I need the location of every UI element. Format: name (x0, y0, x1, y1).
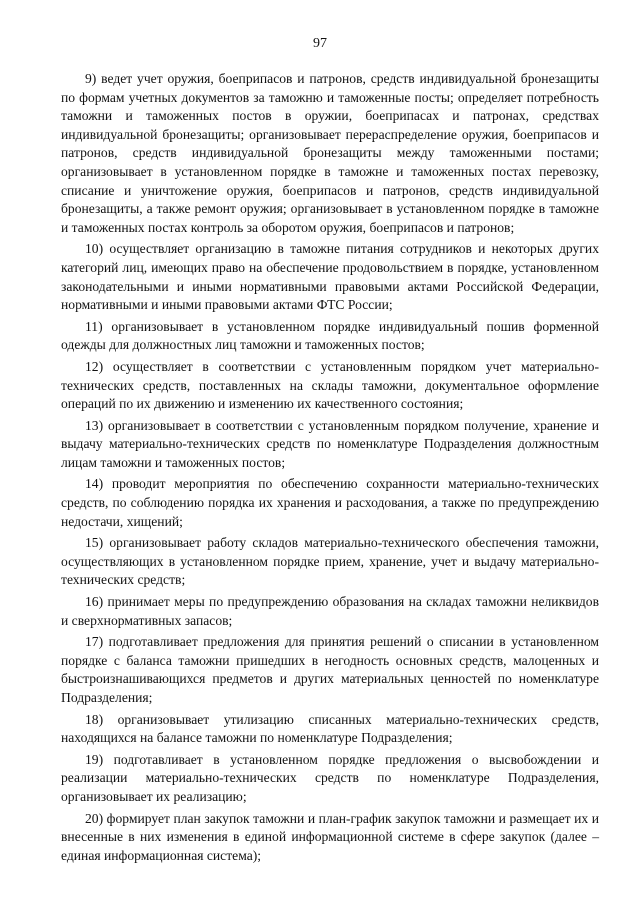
list-item-9: 9) ведет учет оружия, боеприпасов и патронов, средств индивидуальной бронезащиты по формам учетных документов за таможню и таможенные посты; определяет потребность таможни и таможенных постов в оружии, боеприпасах и патронах, средствах индивидуальной бронезащиты; организовывает перераспределение оружия, боеприпасов и патронов, средств индивидуальной бронезащиты между таможенными постами; организовывает в установленном порядке в таможне и таможенных постах перевозку, списание и уничтожение оружия, боеприпасов и патронов, средств индивидуальной бронезащиты, а также ремонт оружия; организовывает в установленном порядке в таможне и таможенных постах контроль за оборотом оружия, боеприпасов и патронов; (61, 71, 599, 235)
list-item-11: 11) организовывает в установленном порядке индивидуальный пошив форменной одежды для должностных лиц таможни и таможенных постов; (61, 318, 599, 353)
list-item-16: 16) принимает меры по предупреждению образования на складах таможни неликвидов и сверхнормативных запасов; (61, 594, 599, 628)
document-body (61, 70, 599, 868)
list-item-17: 17) подготавливает предложения для принятия решений о списании в установленном порядке с баланса таможни пришедших в негодность основных средств, малоценных и быстроизнашивающихся предметов и других материальных ценностей по номенклатуре Подразделения; (61, 634, 599, 705)
list-item-18: 18) организовывает утилизацию списанных материально-технических средств, находящихся на балансе таможни по номенклатуре Подразделения; (61, 711, 599, 746)
list-item-10: 10) осуществляет организацию в таможне питания сотрудников и некоторых других категорий лиц, имеющих право на обеспечение продовольствием в порядке, установленном законодательными и иными нормативными правовыми актами Российской Федерации, нормативными и иными правовыми актами ФТС России; (61, 241, 599, 313)
page-number: 97 (313, 36, 327, 51)
list-item-13: 13) организовывает в соответствии с установленным порядком получение, хранение и выдачу материально-технических средств по номенклатуре Подразделения должностным лицам таможни и таможенных постов; (61, 417, 599, 470)
list-item-19: 19) подготавливает в установленном порядке предложения о высвобождении и реализации материально-технических средств по номенклатуре Подразделения, организовывает их реализацию; (61, 751, 599, 804)
list-item-14: 14) проводит мероприятия по обеспечению сохранности материально-технических средств, по соблюдению порядка их хранения и расходования, а также по предупреждению недостачи, хищений; (61, 476, 599, 529)
list-item-20: 20) формирует план закупок таможни и план-график закупок таможни и размещает их и внесенные в них изменения в единой информационной системе в сфере закупок (далее – единая информационная система); (61, 810, 599, 863)
list-item-12: 12) осуществляет в соответствии с установленным порядком учет материально-технических средств, поставленных на склады таможни, документальное оформление операций по их движению и изменению их качественного состояния; (61, 358, 599, 412)
list-item-15: 15) организовывает работу складов материально-технического обеспечения таможни, осуществляющих в установленном порядке прием, хранение, учет и выдачу материально-технических средств; (61, 535, 599, 588)
